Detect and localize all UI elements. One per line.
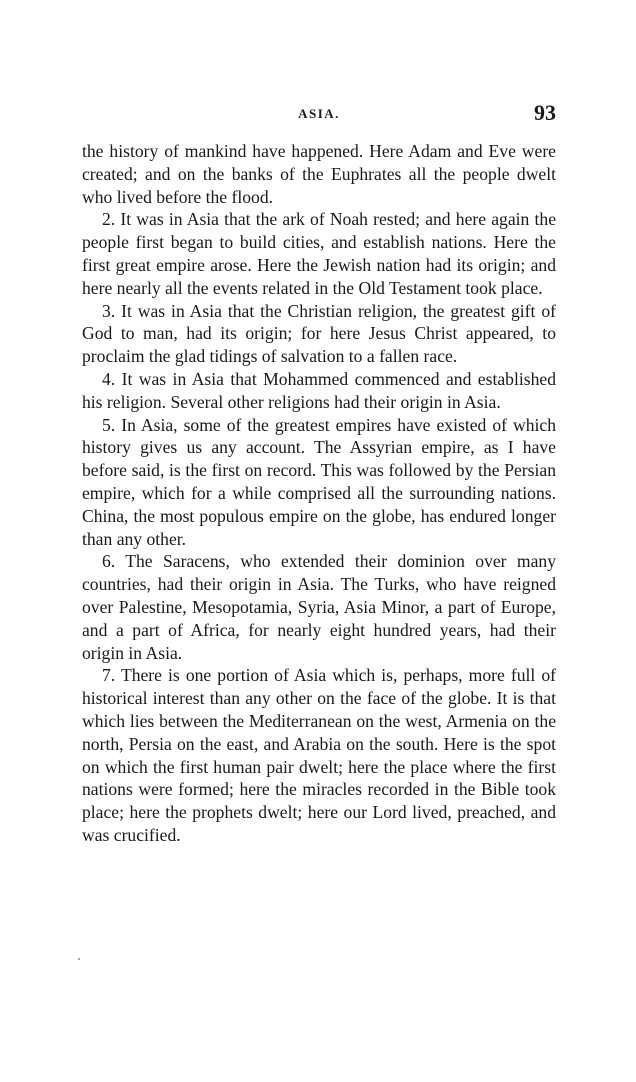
- paragraph-text: It was in Asia that the ark of Noah rested; and here again the people first began to build cities, and establish nations. Here the first great empire arose. Here the Jewish nation had its origin; and here nearly all the events related in the Old Testament took place.: [82, 209, 556, 298]
- paragraph-4: [82, 368, 556, 414]
- running-head: [82, 100, 556, 130]
- paragraph-number: 3.: [102, 300, 116, 321]
- paragraph-number: 7.: [102, 665, 116, 686]
- paragraph-7: [82, 664, 556, 846]
- paragraph-continued: [82, 140, 556, 208]
- paragraph-3: [82, 300, 556, 368]
- paragraph-text: It was in Asia that Mohammed commenced and established his religion. Several other religions had their origin in Asia.: [82, 368, 556, 412]
- page-number: 93: [534, 100, 556, 125]
- paragraph-text: There is one portion of Asia which is, perhaps, more full of historical interest than any other on the face of the globe. It is that which lies between the Mediterranean on the west, Armenia on the north, Persia on the east, and Arabia on the south. Here is the spot on which the first human pair dwelt; here the place where the first nations were formed; here the miracles recorded in the Bible took place; here the prophets dwelt; here our Lord lived, preached, and was crucified.: [82, 665, 556, 845]
- body-text: [82, 140, 556, 847]
- paragraph-number: 6.: [102, 551, 116, 572]
- paragraph-number: 4.: [102, 368, 116, 389]
- paragraph-2: [82, 208, 556, 299]
- paragraph-number: 2.: [102, 209, 116, 230]
- paragraph-text: In Asia, some of the greatest empires have existed of which history gives us any account. The Assyrian empire, as I have before said, is the first on record. This was followed by the Persian empire, which for a while comprised all the surrounding nations. China, the most populous empire on the globe, has endured longer than any other.: [82, 414, 556, 549]
- paragraph-text: It was in Asia that the Christian religion, the greatest gift of God to man, had its origin; for here Jesus Christ appeared, to proclaim the glad tidings of salvation to a fallen race.: [82, 300, 557, 367]
- paragraph-text: the history of mankind have happened. Here Adam and Eve were created; and on the banks of the Euphrates all the people dwelt who lived before the flood.: [82, 141, 556, 207]
- paragraph-text: The Saracens, who extended their dominion over many countries, had their origin in Asia. The Turks, who have reigned over Palestine, Mesopotamia, Syria, Asia Minor, a part of Europe, and a part of Africa, for nearly eight hundred years, had their origin in Asia.: [82, 551, 556, 663]
- print-speck: [78, 958, 80, 960]
- paragraph-6: [82, 550, 556, 664]
- running-title: ASIA.: [298, 106, 340, 121]
- paragraph-number: 5.: [102, 414, 116, 435]
- paragraph-5: [82, 414, 556, 551]
